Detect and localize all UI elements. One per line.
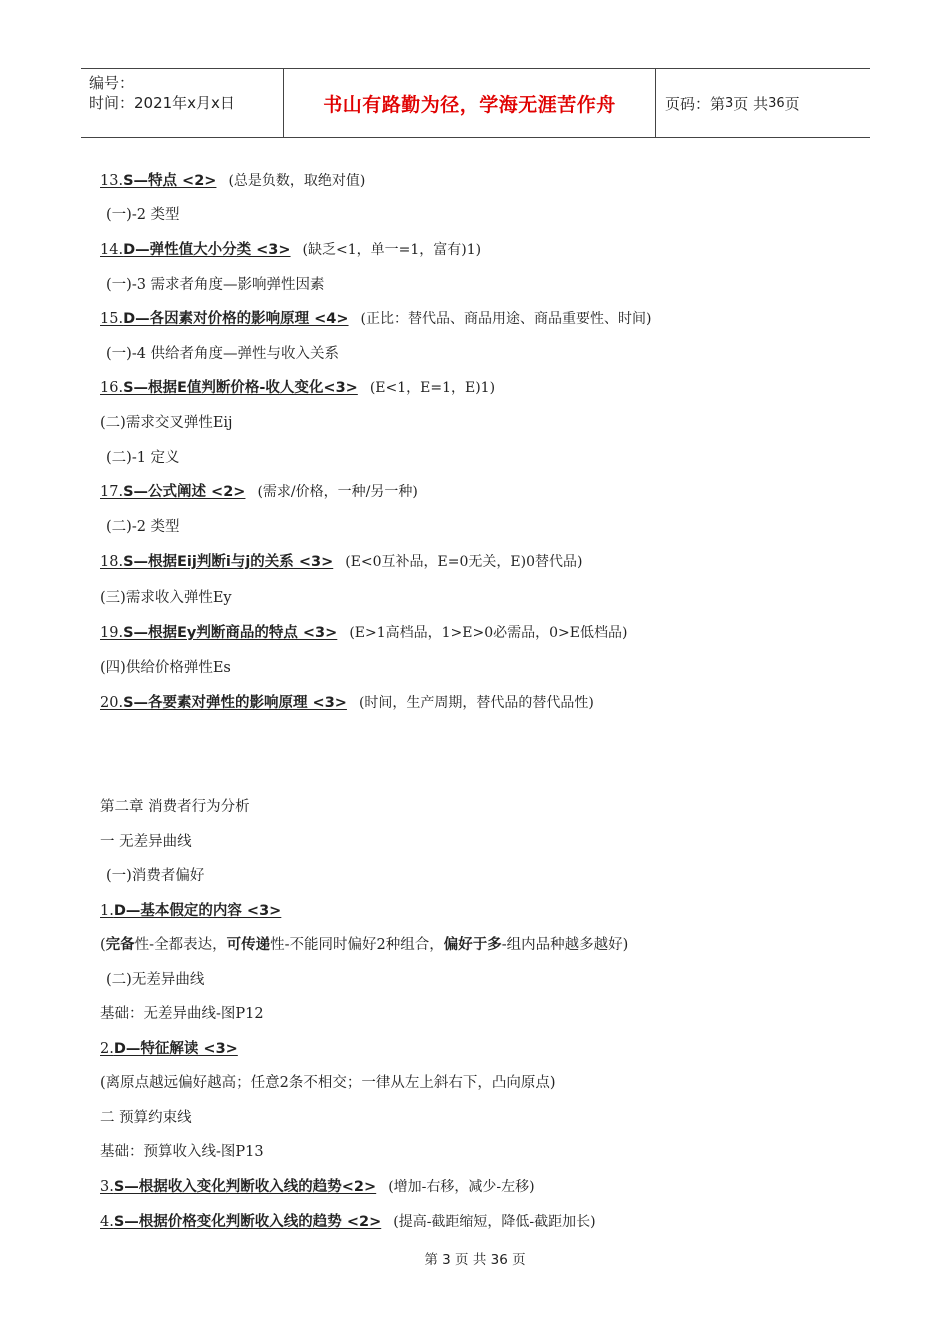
question-line-14: 14.D—弹性值大小分类 <3> (缺乏<1，单一=1，富有)1) <box>100 242 482 258</box>
question-line-3: 3.S—根据收入变化判断收入线的趋势<2> (增加-右移，减少-左移) <box>100 1179 535 1195</box>
section-line: (四)供给价格弹性Es <box>100 660 231 676</box>
header-motto: 书山有路勤为径，学海无涯苦作舟 <box>284 69 656 137</box>
question-line-1: 1.D—基本假定的内容 <3> <box>100 903 282 919</box>
section-line: (一)-3 需求者角度—影响弹性因素 <box>106 277 325 293</box>
section-line: (二)-2 类型 <box>106 519 180 535</box>
section-line: (三)需求收入弹性Ey <box>100 590 232 606</box>
question-line-20: 20.S—各要素对弹性的影响原理 <3> (时间，生产周期，替代品的替代品性) <box>100 695 594 711</box>
number-label: 编号： <box>89 74 135 92</box>
section-line: (二)需求交叉弹性Eij <box>100 415 233 431</box>
question-line-15: 15.D—各因素对价格的影响原理 <4> (正比：替代品、商品用途、商品重要性、时间) <box>100 311 652 327</box>
question-line-2: 2.D—特征解读 <3> <box>100 1041 238 1057</box>
page-footer: 第 3 页 共 36 页 <box>424 1252 526 1268</box>
section-line: (一)消费者偏好 <box>106 868 205 884</box>
chapter-title: 第二章 消费者行为分析 <box>100 799 250 815</box>
question-line-16: 16.S—根据E值判断价格-收人变化<3> (E<1，E=1，E)1) <box>100 380 496 396</box>
question-line-17: 17.S—公式阐述 <2> (需求/价格，一种/另一种) <box>100 484 418 500</box>
text-line: 基础：预算收入线-图P13 <box>100 1144 264 1160</box>
question-line-13: 13.S—特点 <2> (总是负数，取绝对值) <box>100 173 366 189</box>
header-meta <box>81 69 284 137</box>
section-line: 二 预算约束线 <box>100 1110 192 1126</box>
section-line: (一)-2 类型 <box>106 207 180 223</box>
header-page-info: 页码：第 3 页 共 36 页 <box>665 94 800 113</box>
section-line: (二)无差异曲线 <box>106 972 205 988</box>
answer-line: (完备性-全都表达，可传递性-不能同时偏好2种组合，偏好于多-组内品种越多越好) <box>100 937 629 953</box>
question-line-18: 18.S—根据Eij判断i与j的关系 <3> (E<0互补品，E=0无关，E)0替代品) <box>100 554 583 570</box>
answer-line: (离原点越远偏好越高；任意2条不相交；一律从左上斜右下，凸向原点) <box>100 1075 556 1091</box>
time-label: 时间：2021年x月x日 <box>89 94 235 112</box>
question-line-19: 19.S—根据Ey判断商品的特点 <3> (E>1高档品，1>E>0必需品，0>E低档品) <box>100 625 628 641</box>
section-line: (二)-1 定义 <box>106 450 180 466</box>
page-header <box>81 68 870 138</box>
section-line: (一)-4 供给者角度—弹性与收入关系 <box>106 346 340 362</box>
question-line-4: 4.S—根据价格变化判断收入线的趋势 <2> (提高-截距缩短，降低-截距加长) <box>100 1214 596 1230</box>
text-line: 基础：无差异曲线-图P12 <box>100 1006 264 1022</box>
section-line: 一 无差异曲线 <box>100 834 192 850</box>
